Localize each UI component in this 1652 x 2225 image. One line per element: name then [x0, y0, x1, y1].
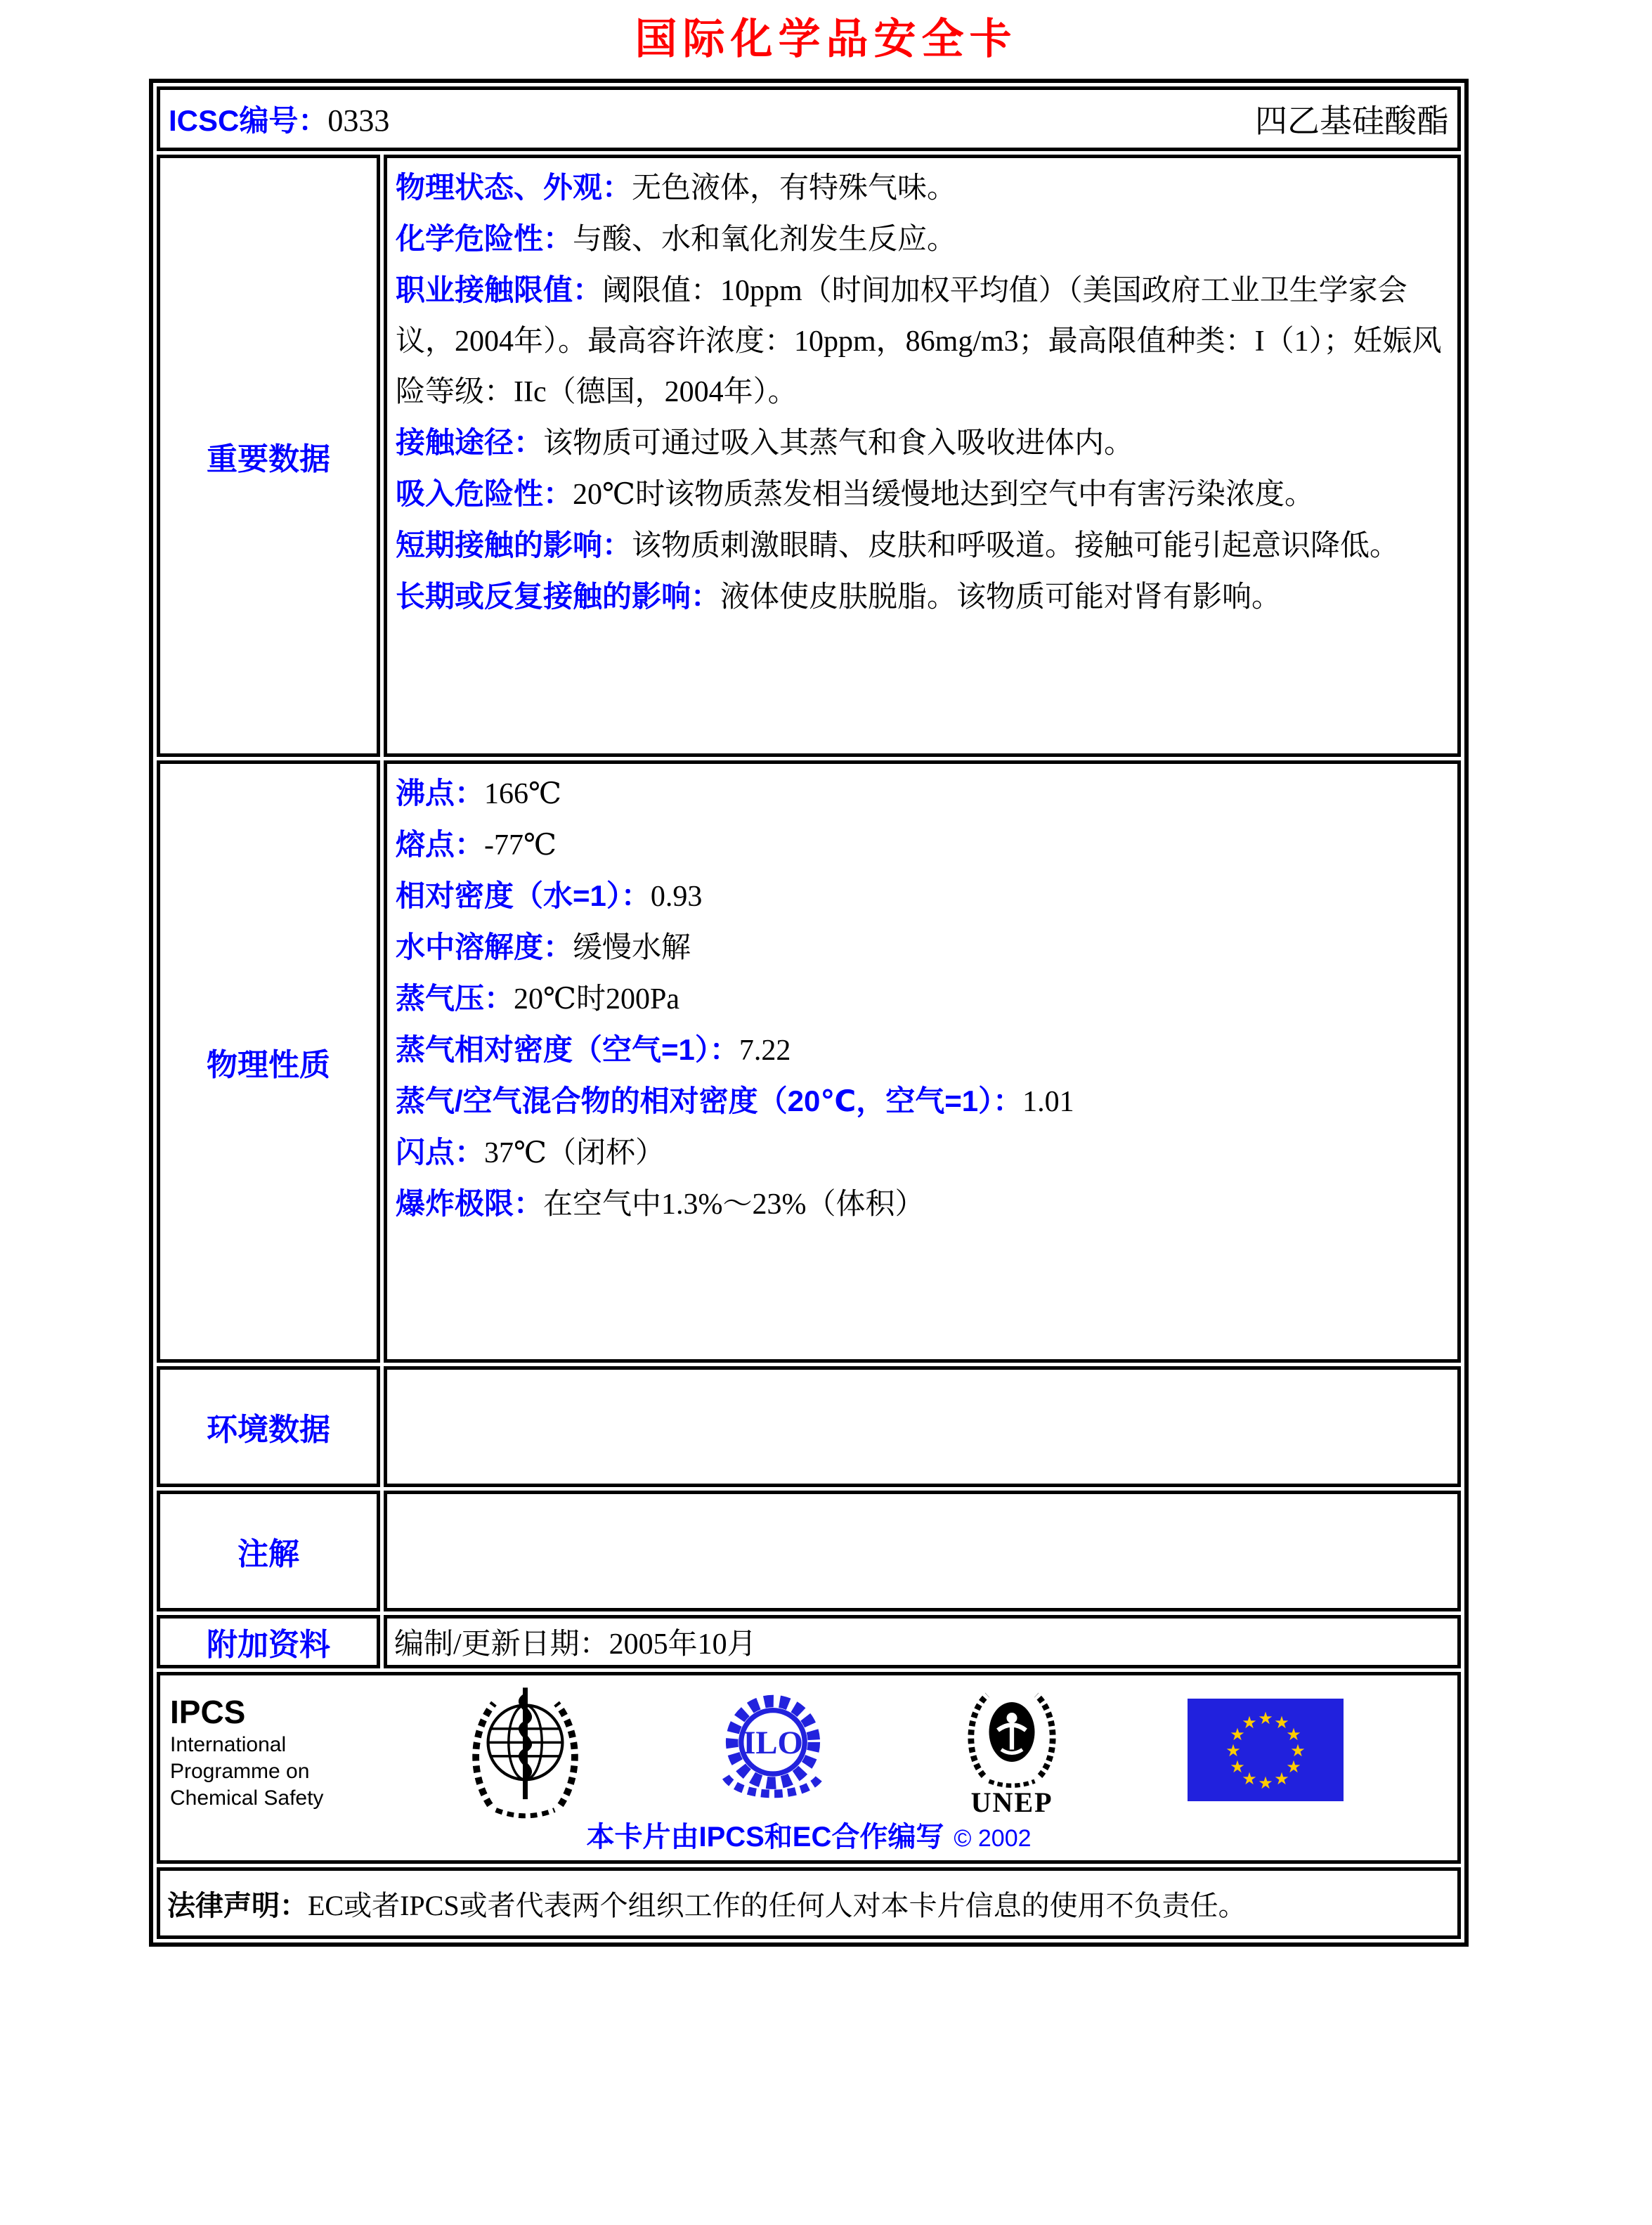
item-label: 化学危险性： [396, 222, 573, 255]
chemical-name: 四乙基硅酸酯 [1255, 103, 1449, 139]
item-label: 蒸气/空气混合物的相对密度（20℃，空气=1）： [396, 1084, 1023, 1117]
legal-cell [157, 1867, 1461, 1939]
physical-item [396, 871, 1450, 922]
important-item [396, 265, 1450, 417]
physical-item [396, 1127, 1450, 1179]
svg-text:★: ★ [1286, 1757, 1302, 1777]
item-label: 相对密度（水=1）： [396, 879, 651, 912]
important-item [396, 469, 1450, 520]
unep-logo [959, 1681, 1065, 1819]
physical-properties-content [384, 760, 1461, 1363]
item-label: 蒸气压： [396, 982, 514, 1015]
physical-item [396, 1076, 1450, 1127]
item-text: -77℃ [484, 829, 557, 862]
svg-text:★: ★ [1242, 1713, 1258, 1732]
page-title: 国际化学品安全卡 [635, 15, 1017, 63]
item-text: 阈限值：10ppm（时间加权平均值）（美国政府工业卫生学家会议，2004年）。最高容许浓度：10ppm，86mg/m3；最高限值种类：I（1）；妊娠风险等级：IIc（德国，2004年）。 [396, 275, 1442, 408]
item-text: 液体使皮肤脱脂。该物质可能对肾有影响。 [720, 581, 1282, 614]
physical-item [396, 1179, 1450, 1230]
item-text: 20℃时该物质蒸发相当缓慢地达到空气中有害污染浓度。 [573, 479, 1315, 511]
item-text: 1.01 [1022, 1086, 1074, 1118]
ipcs-acronym: IPCS [170, 1694, 246, 1730]
header-row [157, 86, 1461, 151]
ipcs-line-2: Programme on [170, 1760, 310, 1783]
icsc-card-table [149, 79, 1469, 1947]
item-label: 接触途径： [396, 426, 544, 459]
svg-text:★: ★ [1258, 1773, 1274, 1793]
important-data-row [157, 155, 1461, 757]
item-text: 在空气中1.3%～23%（体积） [543, 1188, 925, 1221]
item-label: 吸入危险性： [396, 477, 573, 510]
item-text: 166℃ [484, 778, 561, 810]
ipcs-line-1: International [170, 1733, 287, 1756]
ilo-logo [710, 1689, 836, 1812]
item-text: 0.93 [650, 881, 703, 913]
environmental-data-content [384, 1366, 1461, 1487]
item-label: 水中溶解度： [396, 930, 573, 964]
icsc-number-label: ICSC编号： [169, 104, 328, 137]
svg-text:★: ★ [1286, 1725, 1302, 1744]
svg-text:★: ★ [1274, 1769, 1290, 1789]
physical-properties-row [157, 760, 1461, 1363]
important-item [396, 417, 1450, 469]
notes-row-label: 注解 [157, 1491, 380, 1611]
environmental-data-row-label: 环境数据 [157, 1366, 380, 1487]
logo-strip [402, 1681, 1448, 1819]
important-item [396, 214, 1450, 265]
item-label: 蒸气相对密度（空气=1）： [396, 1033, 739, 1066]
icsc-number-value: 0333 [327, 103, 390, 138]
item-label: 短期接触的影响： [396, 528, 632, 562]
physical-item [396, 922, 1450, 973]
icsc-number-group [169, 98, 389, 140]
svg-text:★: ★ [1290, 1741, 1306, 1760]
physical-item [396, 768, 1450, 819]
item-text: 缓慢水解 [573, 932, 691, 964]
notes-row [157, 1491, 1461, 1611]
ipcs-line-3: Chemical Safety [170, 1786, 324, 1810]
header-cell [157, 86, 1461, 151]
physical-item [396, 819, 1450, 871]
legal-notice-label: 法律声明： [167, 1890, 308, 1921]
svg-text:★: ★ [1225, 1741, 1242, 1760]
copyright-text: © 2002 [954, 1825, 1032, 1852]
svg-text:★: ★ [1230, 1725, 1246, 1744]
notes-content [384, 1491, 1461, 1611]
cooperation-caption: 本卡片由IPCS和EC合作编写 [586, 1822, 944, 1853]
item-label: 物理状态、外观： [396, 171, 632, 204]
svg-text:ILO: ILO [743, 1724, 803, 1761]
item-text: 无色液体，有特殊气味。 [632, 172, 957, 205]
physical-item [396, 973, 1450, 1025]
item-label: 长期或反复接触的影响： [396, 580, 721, 613]
additional-info-content [384, 1615, 1461, 1668]
environmental-data-row [157, 1366, 1461, 1487]
who-logo-icon [464, 1682, 587, 1819]
important-item [396, 162, 1450, 214]
update-date-value: 2005年10月 [609, 1628, 757, 1661]
ipcs-text-block [170, 1681, 402, 1812]
unep-wordmark: UNEP [970, 1786, 1053, 1818]
item-text: 20℃时200Pa [514, 983, 679, 1016]
item-text: 与酸、水和氧化剂发生反应。 [573, 223, 957, 256]
footer-caption [170, 1820, 1448, 1860]
item-text: 该物质可通过吸入其蒸气和食入吸收进体内。 [543, 427, 1134, 460]
who-logo [464, 1682, 587, 1819]
item-label: 熔点： [396, 828, 485, 861]
physical-properties-row-label: 物理性质 [157, 760, 380, 1363]
physical-item [396, 1025, 1450, 1076]
svg-text:★: ★ [1274, 1713, 1290, 1732]
additional-info-row [157, 1615, 1461, 1668]
legal-row [157, 1867, 1461, 1939]
item-label: 闪点： [396, 1136, 485, 1169]
unep-logo-icon [959, 1681, 1065, 1790]
svg-text:★: ★ [1242, 1769, 1258, 1789]
eu-flag-icon [1188, 1699, 1344, 1801]
update-date-label: 编制/更新日期： [394, 1628, 609, 1661]
ilo-logo-icon [710, 1689, 836, 1812]
item-text: 7.22 [739, 1034, 791, 1067]
svg-text:★: ★ [1230, 1757, 1246, 1777]
svg-text:★: ★ [1258, 1708, 1274, 1728]
item-label: 沸点： [396, 777, 485, 810]
important-data-content [384, 155, 1461, 757]
item-label: 爆炸极限： [396, 1187, 544, 1220]
important-item [396, 520, 1450, 571]
legal-notice-text: EC或者IPCS或者代表两个组织工作的任何人对本卡片信息的使用不负责任。 [308, 1889, 1247, 1921]
important-data-row-label: 重要数据 [157, 155, 380, 757]
additional-info-row-label: 附加资料 [157, 1615, 380, 1668]
footer-row [157, 1672, 1461, 1864]
item-text: 37℃（闭杯） [484, 1137, 665, 1169]
footer-cell [157, 1672, 1461, 1864]
eu-flag [1188, 1699, 1344, 1801]
item-label: 职业接触限值： [396, 273, 603, 306]
item-text: 该物质刺激眼睛、皮肤和呼吸道。接触可能引起意识降低。 [632, 530, 1400, 562]
important-item [396, 571, 1450, 623]
